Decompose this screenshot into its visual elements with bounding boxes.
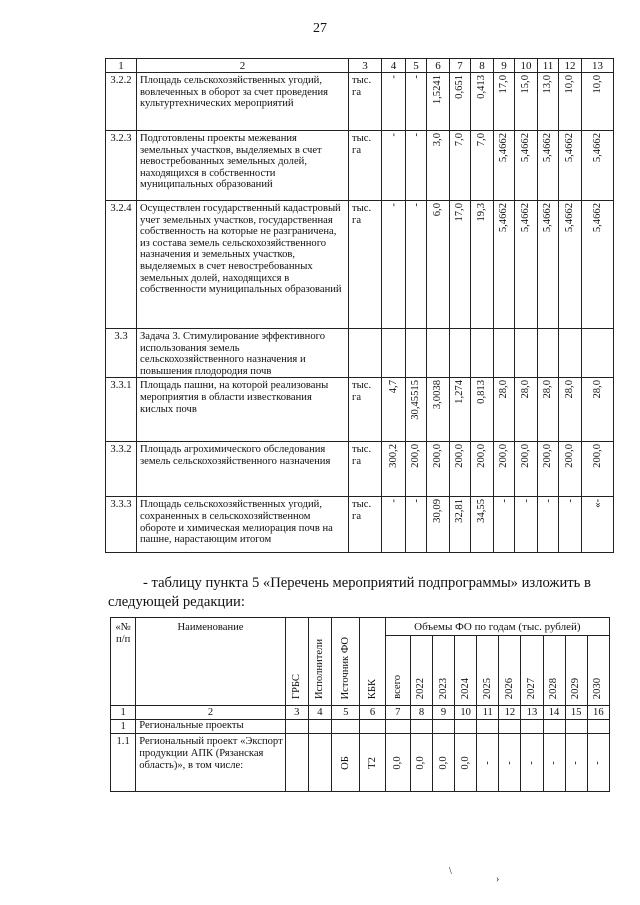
year-header: 2030: [587, 636, 609, 706]
year-header: 2024: [455, 636, 477, 706]
header-cell: 5: [406, 59, 427, 73]
row-number: 3.3.2: [106, 442, 137, 497]
table-row: [111, 734, 610, 792]
table-row: [106, 131, 614, 201]
column-number: 9: [433, 706, 455, 720]
value-cell: -: [382, 73, 406, 131]
table-row: [106, 73, 614, 131]
value-cell: 30,45515: [406, 378, 427, 442]
table-row: [106, 201, 614, 329]
column-number: 13: [521, 706, 543, 720]
column-number: 7: [385, 706, 410, 720]
column-number: 14: [543, 706, 565, 720]
header-source: Источник ФО: [332, 618, 360, 706]
indicator-name: Задача 3. Стимулирование эффективного использования земель сельскохозяйственного назначения и повышения плодородия почв: [137, 329, 349, 378]
funding-value: 0,0: [410, 734, 432, 792]
indicator-name: Площадь пашни, на которой реализованы мероприятия в области известкования кислых почв: [137, 378, 349, 442]
value-cell: 7,0: [471, 131, 494, 201]
value-cell: -: [406, 131, 427, 201]
header-cell: 3: [349, 59, 382, 73]
value-cell: 0,413: [471, 73, 494, 131]
header-cell: 7: [450, 59, 471, 73]
column-number: 10: [455, 706, 477, 720]
value-cell: 200,0: [494, 442, 515, 497]
paragraph-line: следующей редакции:: [108, 594, 245, 610]
value-cell: 1,274: [450, 378, 471, 442]
indicator-name: Площадь агрохимического обследования земель сельскохозяйственного назначения: [137, 442, 349, 497]
activities-table: [110, 617, 610, 792]
value-cell: 5,4662: [582, 131, 614, 201]
row-number: 3.3.1: [106, 378, 137, 442]
year-header: 2028: [543, 636, 565, 706]
value-cell: 28,0: [559, 378, 582, 442]
value-cell: -: [382, 131, 406, 201]
value-cell: 13,0: [538, 73, 559, 131]
funding-value: 0,0: [433, 734, 455, 792]
column-number: 12: [499, 706, 521, 720]
funding-value: -: [543, 734, 565, 792]
value-cell: [538, 329, 559, 378]
header-cell: 1: [106, 59, 137, 73]
column-number: 15: [565, 706, 587, 720]
column-number: 1: [111, 706, 136, 720]
value-cell: -: [382, 497, 406, 553]
header-cell: 2: [137, 59, 349, 73]
value-cell: -: [494, 497, 515, 553]
year-header: 2022: [410, 636, 432, 706]
value-cell: 5,4662: [515, 201, 538, 329]
value-cell: [427, 329, 450, 378]
column-number: 5: [332, 706, 360, 720]
year-header: 2029: [565, 636, 587, 706]
year-header: 2025: [477, 636, 499, 706]
value-cell: -: [515, 497, 538, 553]
value-cell: 200,0: [559, 442, 582, 497]
value-cell: 17,0: [494, 73, 515, 131]
value-cell: 200,0: [427, 442, 450, 497]
row-number: 3.3: [106, 329, 137, 378]
value-cell: 0,651: [450, 73, 471, 131]
header-executors: Исполнители: [308, 618, 331, 706]
indicator-name: Площадь сельскохозяйственных угодий, сохраненных в сельскохозяйственном обороте и химическая мелиорация почв на пашне, нарастающим итогом: [137, 497, 349, 553]
column-number: 3: [285, 706, 308, 720]
value-cell: 19,3: [471, 201, 494, 329]
funding-value: -: [477, 734, 499, 792]
year-header: 2023: [433, 636, 455, 706]
funding-value: -: [587, 734, 609, 792]
value-cell: 200,0: [450, 442, 471, 497]
column-number: 6: [360, 706, 385, 720]
stray-mark: ›: [496, 874, 500, 885]
value-cell: 7,0: [450, 131, 471, 201]
year-header: всего: [385, 636, 410, 706]
page-number: 27: [313, 21, 327, 36]
table-row: [106, 378, 614, 442]
value-cell: 10,0: [559, 73, 582, 131]
value-cell: 28,0: [582, 378, 614, 442]
header-row: [106, 59, 614, 73]
column-number: 2: [136, 706, 285, 720]
value-cell: [406, 329, 427, 378]
value-cell: 200,0: [515, 442, 538, 497]
value-cell: 5,4662: [494, 201, 515, 329]
value-cell: -»: [582, 497, 614, 553]
stray-mark: \: [449, 866, 452, 877]
value-cell: 10,0: [582, 73, 614, 131]
row-number: 3.2.3: [106, 131, 137, 201]
value-cell: [382, 329, 406, 378]
value-cell: [450, 329, 471, 378]
column-number: 8: [410, 706, 432, 720]
value-cell: [494, 329, 515, 378]
value-cell: 200,0: [582, 442, 614, 497]
value-cell: 4,7: [382, 378, 406, 442]
instruction-paragraph: [108, 574, 614, 612]
value-cell: 6,0: [427, 201, 450, 329]
value-cell: -: [406, 201, 427, 329]
funding-value: -: [565, 734, 587, 792]
table-row: [106, 329, 614, 378]
unit: тыс. га: [349, 378, 382, 442]
value-cell: 34,55: [471, 497, 494, 553]
row-number: 3.2.2: [106, 73, 137, 131]
value-cell: [515, 329, 538, 378]
value-cell: -: [406, 73, 427, 131]
year-header: 2027: [521, 636, 543, 706]
unit: тыс. га: [349, 73, 382, 131]
column-number: 16: [587, 706, 609, 720]
value-cell: 17,0: [450, 201, 471, 329]
table-row: [106, 497, 614, 553]
value-cell: 5,4662: [515, 131, 538, 201]
unit: [349, 329, 382, 378]
value-cell: 200,0: [471, 442, 494, 497]
row-number: 3.3.3: [106, 497, 137, 553]
value-cell: 5,4662: [494, 131, 515, 201]
header-cell: 4: [382, 59, 406, 73]
header-cell: 12: [559, 59, 582, 73]
row-source: ОБ: [332, 734, 360, 792]
unit: тыс. га: [349, 201, 382, 329]
header-cell: 8: [471, 59, 494, 73]
value-cell: 1,5241: [427, 73, 450, 131]
value-cell: 3,0038: [427, 378, 450, 442]
row-num: 1: [111, 720, 136, 734]
row-name: Региональный проект «Экспорт продукции АПК (Рязанская область)», в том числе:: [136, 734, 285, 792]
value-cell: -: [406, 497, 427, 553]
row-name: Региональные проекты: [136, 720, 285, 734]
value-cell: 5,4662: [538, 201, 559, 329]
header-grbs: ГРБС: [285, 618, 308, 706]
unit: тыс. га: [349, 497, 382, 553]
value-cell: 200,0: [538, 442, 559, 497]
value-cell: -: [538, 497, 559, 553]
value-cell: -: [382, 201, 406, 329]
row-number: 3.2.4: [106, 201, 137, 329]
column-number: 11: [477, 706, 499, 720]
header-funding-group: Объемы ФО по годам (тыс. рублей): [385, 618, 609, 636]
value-cell: 5,4662: [559, 131, 582, 201]
header-cell: 9: [494, 59, 515, 73]
funding-value: -: [521, 734, 543, 792]
value-cell: 200,0: [406, 442, 427, 497]
indicators-table: [105, 58, 614, 553]
header-kbk: КБК: [360, 618, 385, 706]
value-cell: 3,0: [427, 131, 450, 201]
funding-value: 0,0: [385, 734, 410, 792]
value-cell: 28,0: [538, 378, 559, 442]
value-cell: 30,09: [427, 497, 450, 553]
header-cell: 11: [538, 59, 559, 73]
value-cell: [471, 329, 494, 378]
value-cell: [559, 329, 582, 378]
funding-value: -: [499, 734, 521, 792]
value-cell: [582, 329, 614, 378]
year-header: 2026: [499, 636, 521, 706]
funding-value: 0,0: [455, 734, 477, 792]
header-cell: 13: [582, 59, 614, 73]
unit: тыс. га: [349, 442, 382, 497]
row-kbk: Т2: [360, 734, 385, 792]
value-cell: 28,0: [494, 378, 515, 442]
value-cell: 32,81: [450, 497, 471, 553]
indicator-name: Подготовлены проекты межевания земельных участков, выделяемых в счет невостребованных земельных долей, находящихся в собственности муниципальных образований: [137, 131, 349, 201]
header-num: «№ п/п: [111, 618, 136, 706]
header-cell: 10: [515, 59, 538, 73]
value-cell: 5,4662: [559, 201, 582, 329]
row-num: 1.1: [111, 734, 136, 792]
indicator-name: Осуществлен государственный кадастровый учет земельных участков, государственная собственность на которые не разграничена, из состава земель сельскохозяйственного назначения и земельных участков, выделяемых в счет невостребованных земельных долей, находящихся в собственности муниципальных образований: [137, 201, 349, 329]
paragraph-line: - таблицу пункта 5 «Перечень мероприятий подпрограммы» изложить в: [143, 575, 591, 591]
column-number: 4: [308, 706, 331, 720]
table-row: [111, 720, 610, 734]
table-row: [106, 442, 614, 497]
header-name: Наименование: [136, 618, 285, 706]
indicator-name: Площадь сельскохозяйственных угодий, вовлеченных в оборот за счет проведения культуртехнических мероприятий: [137, 73, 349, 131]
header-cell: 6: [427, 59, 450, 73]
value-cell: 15,0: [515, 73, 538, 131]
value-cell: 300,2: [382, 442, 406, 497]
value-cell: 5,4662: [538, 131, 559, 201]
value-cell: -: [559, 497, 582, 553]
value-cell: 5,4662: [582, 201, 614, 329]
unit: тыс. га: [349, 131, 382, 201]
value-cell: 28,0: [515, 378, 538, 442]
value-cell: 0,813: [471, 378, 494, 442]
